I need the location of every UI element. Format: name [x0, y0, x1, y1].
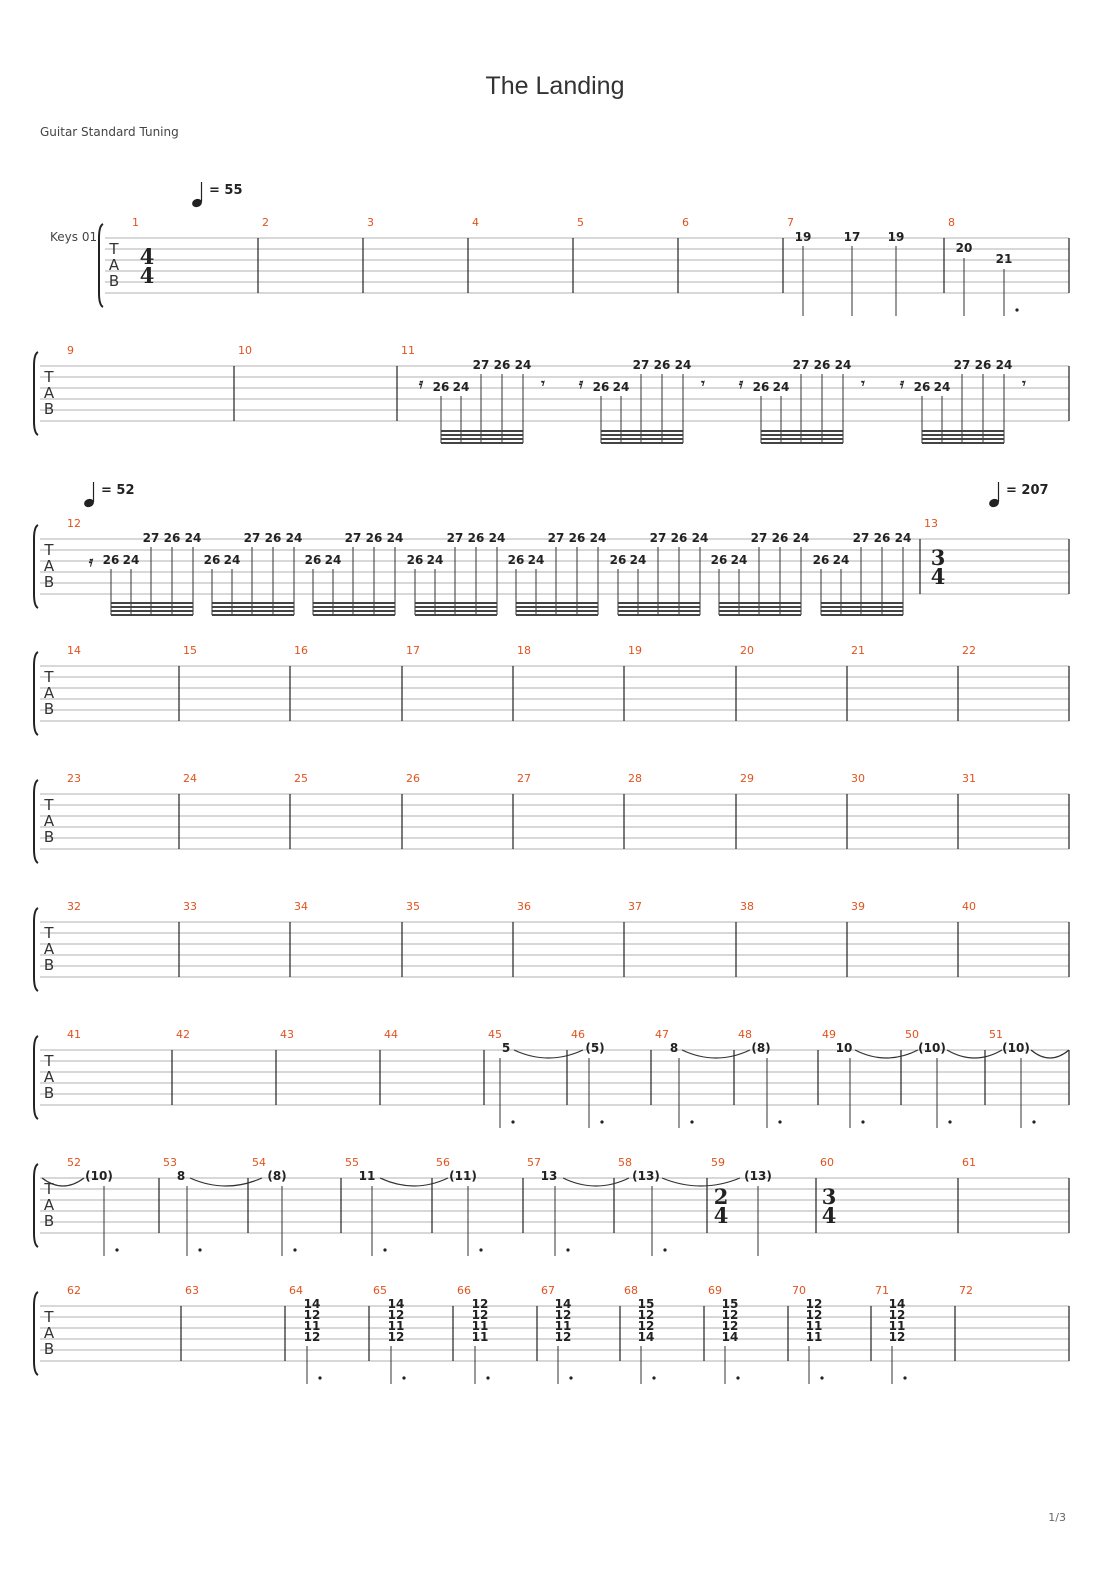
measure-number: 4	[472, 216, 479, 229]
measure-number: 45	[488, 1028, 502, 1041]
fret-number: 24	[452, 380, 470, 394]
fret-number: 26	[812, 553, 830, 567]
chord-fret-number: 15	[637, 1297, 655, 1311]
eighth-rest-icon: 𝄾	[1022, 376, 1026, 392]
dotted-rhythm-dot	[948, 1120, 951, 1123]
fret-number: 27	[472, 358, 490, 372]
fret-number: 27	[446, 531, 464, 545]
chord-fret-number: 12	[554, 1308, 572, 1322]
measure-number: 43	[280, 1028, 294, 1041]
dotted-rhythm-dot	[115, 1248, 118, 1251]
system-bracket	[34, 908, 38, 991]
fret-number: 26	[813, 358, 831, 372]
tab-clef-letter: A	[43, 940, 55, 958]
measure-number: 6	[682, 216, 689, 229]
fret-number: 26	[568, 531, 586, 545]
system-bracket	[34, 652, 38, 735]
chord-fret-number: 11	[554, 1319, 572, 1333]
tab-clef-letter: B	[108, 272, 120, 290]
measure-number: 63	[185, 1284, 199, 1297]
tab-clef-letter: T	[44, 668, 54, 686]
fret-number: 19	[887, 230, 905, 244]
fret-number: (5)	[585, 1041, 605, 1055]
dotted-rhythm-dot	[663, 1248, 666, 1251]
fret-number: 24	[834, 358, 852, 372]
measure-number: 1	[132, 216, 139, 229]
sixty-fourth-rest-icon: 𝄿	[578, 376, 584, 392]
fret-number: 26	[609, 553, 627, 567]
chord-fret-number: 11	[888, 1319, 906, 1333]
page-number: 1/3	[1048, 1511, 1066, 1524]
fret-number: 24	[730, 553, 748, 567]
measure-number: 50	[905, 1028, 919, 1041]
fret-number: 27	[344, 531, 362, 545]
system-bracket	[34, 525, 38, 608]
measure-number: 56	[436, 1156, 450, 1169]
eighth-rest-icon: 𝄾	[861, 376, 865, 392]
measure-number: 40	[962, 900, 976, 913]
measure-number: 53	[163, 1156, 177, 1169]
fret-number: 24	[527, 553, 545, 567]
eighth-rest-icon: 𝄾	[701, 376, 705, 392]
fret-number: 27	[243, 531, 261, 545]
system-bracket	[34, 1036, 38, 1119]
fret-number: 26	[913, 380, 931, 394]
measure-number: 69	[708, 1284, 722, 1297]
measure-number: 5	[577, 216, 584, 229]
measure-number: 35	[406, 900, 420, 913]
measure-number: 34	[294, 900, 308, 913]
chord-fret-number: 12	[471, 1308, 489, 1322]
tie-arc	[682, 1050, 750, 1058]
dotted-rhythm-dot	[600, 1120, 603, 1123]
measure-number: 27	[517, 772, 531, 785]
measure-number: 66	[457, 1284, 471, 1297]
fret-number: 26	[406, 553, 424, 567]
dotted-rhythm-dot	[778, 1120, 781, 1123]
fret-number: 27	[547, 531, 565, 545]
fret-number: 24	[426, 553, 444, 567]
measure-number: 19	[628, 644, 642, 657]
chord-fret-number: 12	[387, 1308, 405, 1322]
fret-number: 24	[832, 553, 850, 567]
time-signature-4-4: 4	[139, 263, 155, 288]
measure-number: 7	[787, 216, 794, 229]
tie-arc	[190, 1178, 262, 1186]
fret-number: 24	[995, 358, 1013, 372]
chord-fret-number: 12	[471, 1297, 489, 1311]
measure-number: 41	[67, 1028, 81, 1041]
fret-number: 26	[467, 531, 485, 545]
eighth-rest-icon: 𝄾	[541, 376, 545, 392]
tab-clef-letter: A	[43, 1324, 55, 1342]
fret-number: (10)	[85, 1169, 113, 1183]
fret-number: 21	[995, 252, 1013, 266]
measure-number: 32	[67, 900, 81, 913]
measure-number: 18	[517, 644, 531, 657]
chord-fret-number: 11	[805, 1319, 823, 1333]
fret-number: 27	[649, 531, 667, 545]
fret-number: 17	[843, 230, 861, 244]
chord-fret-number: 12	[637, 1308, 655, 1322]
chord-fret-number: 11	[471, 1330, 489, 1344]
tab-clef-letter: T	[44, 1052, 54, 1070]
tab-clef-letter: T	[44, 1308, 54, 1326]
measure-number: 15	[183, 644, 197, 657]
measure-number: 71	[875, 1284, 889, 1297]
fret-number: 24	[285, 531, 303, 545]
dotted-rhythm-dot	[690, 1120, 693, 1123]
fret-number: 24	[122, 553, 140, 567]
dotted-rhythm-dot	[903, 1376, 906, 1379]
fret-number: 26	[771, 531, 789, 545]
fret-number: 26	[102, 553, 120, 567]
tab-clef-letter: A	[43, 684, 55, 702]
measure-number: 49	[822, 1028, 836, 1041]
tab-clef-letter: B	[43, 1340, 55, 1358]
tab-clef-letter: A	[43, 812, 55, 830]
tie-arc	[1031, 1050, 1069, 1058]
measure-number: 2	[262, 216, 269, 229]
time-signature-3-4: 3	[930, 545, 946, 570]
fret-number: 24	[691, 531, 709, 545]
measure-number: 13	[924, 517, 938, 530]
measure-number: 31	[962, 772, 976, 785]
chord-fret-number: 14	[721, 1330, 739, 1344]
tab-clef-letter: B	[43, 1084, 55, 1102]
measure-number: 28	[628, 772, 642, 785]
tab-clef-letter: B	[43, 573, 55, 591]
fret-number: 19	[794, 230, 812, 244]
fret-number: 20	[955, 241, 973, 255]
chord-fret-number: 12	[387, 1330, 405, 1344]
fret-number: 24	[772, 380, 790, 394]
chord-fret-number: 11	[805, 1330, 823, 1344]
measure-number: 51	[989, 1028, 1003, 1041]
measure-number: 25	[294, 772, 308, 785]
measure-number: 65	[373, 1284, 387, 1297]
measure-number: 24	[183, 772, 197, 785]
tab-clef-letter: B	[43, 1212, 55, 1230]
tab-clef-letter: B	[43, 700, 55, 718]
tab-clef-letter: A	[43, 384, 55, 402]
measure-number: 21	[851, 644, 865, 657]
fret-number: 24	[184, 531, 202, 545]
measure-number: 20	[740, 644, 754, 657]
fret-number: 24	[792, 531, 810, 545]
measure-number: 61	[962, 1156, 976, 1169]
measure-number: 62	[67, 1284, 81, 1297]
measure-number: 11	[401, 344, 415, 357]
fret-number: 27	[142, 531, 160, 545]
fret-number: 8	[176, 1169, 186, 1183]
measure-number: 23	[67, 772, 81, 785]
chord-fret-number: 11	[387, 1319, 405, 1333]
measure-number: 8	[948, 216, 955, 229]
fret-number: (11)	[449, 1169, 477, 1183]
chord-fret-number: 14	[554, 1297, 572, 1311]
dotted-rhythm-dot	[511, 1120, 514, 1123]
measure-number: 29	[740, 772, 754, 785]
sixty-fourth-rest-icon: 𝄿	[738, 376, 744, 392]
dotted-rhythm-dot	[1032, 1120, 1035, 1123]
measure-number: 47	[655, 1028, 669, 1041]
chord-fret-number: 12	[888, 1330, 906, 1344]
fret-number: 26	[304, 553, 322, 567]
chord-fret-number: 12	[888, 1308, 906, 1322]
measure-number: 16	[294, 644, 308, 657]
sixty-fourth-rest-icon: 𝄿	[88, 554, 94, 570]
tab-clef-letter: T	[44, 368, 54, 386]
measure-number: 70	[792, 1284, 806, 1297]
fret-number: (10)	[1002, 1041, 1030, 1055]
fret-number: 27	[632, 358, 650, 372]
fret-number: 27	[953, 358, 971, 372]
fret-number: 24	[589, 531, 607, 545]
sixty-fourth-rest-icon: 𝄿	[899, 376, 905, 392]
tempo-marking: = 55	[209, 183, 243, 198]
system-bracket	[34, 352, 38, 435]
fret-number: 24	[223, 553, 241, 567]
tab-clef-letter: T	[44, 1180, 54, 1198]
measure-number: 38	[740, 900, 754, 913]
chord-fret-number: 12	[805, 1308, 823, 1322]
fret-number: 26	[752, 380, 770, 394]
tab-clef-letter: B	[43, 956, 55, 974]
measure-number: 9	[67, 344, 74, 357]
fret-number: 26	[264, 531, 282, 545]
measure-number: 57	[527, 1156, 541, 1169]
fret-number: (8)	[751, 1041, 771, 1055]
chord-fret-number: 12	[303, 1330, 321, 1344]
sixty-fourth-rest-icon: 𝄿	[418, 376, 424, 392]
measure-number: 39	[851, 900, 865, 913]
measure-number: 33	[183, 900, 197, 913]
fret-number: 26	[203, 553, 221, 567]
chord-fret-number: 11	[303, 1319, 321, 1333]
tab-clef-letter: T	[44, 541, 54, 559]
chord-fret-number: 14	[888, 1297, 906, 1311]
tempo-marking: = 207	[1006, 483, 1049, 498]
fret-number: 24	[612, 380, 630, 394]
chord-fret-number: 12	[637, 1319, 655, 1333]
fret-number: 5	[501, 1041, 511, 1055]
measure-number: 72	[959, 1284, 973, 1297]
tie-arc	[563, 1178, 629, 1186]
tab-clef-letter: T	[44, 924, 54, 942]
dotted-rhythm-dot	[198, 1248, 201, 1251]
fret-number: (8)	[267, 1169, 287, 1183]
dotted-rhythm-dot	[318, 1376, 321, 1379]
measure-number: 44	[384, 1028, 398, 1041]
chord-fret-number: 12	[721, 1319, 739, 1333]
tab-clef-letter: A	[43, 1068, 55, 1086]
time-signature-3-4: 3	[821, 1184, 837, 1209]
tie-arc	[855, 1050, 918, 1058]
dotted-rhythm-dot	[1015, 308, 1018, 311]
tie-arc	[947, 1050, 1002, 1058]
measure-number: 30	[851, 772, 865, 785]
measure-number: 17	[406, 644, 420, 657]
time-signature-3-4: 4	[821, 1203, 837, 1228]
fret-number: 26	[507, 553, 525, 567]
measure-number: 46	[571, 1028, 585, 1041]
fret-number: 26	[493, 358, 511, 372]
track-name: Keys 01	[50, 230, 98, 244]
fret-number: 24	[324, 553, 342, 567]
fret-number: 24	[629, 553, 647, 567]
tempo-marking: = 52	[101, 483, 135, 498]
tuning-label: Guitar Standard Tuning	[40, 125, 179, 139]
system-bracket	[99, 224, 103, 307]
fret-number: 26	[365, 531, 383, 545]
measure-number: 58	[618, 1156, 632, 1169]
dotted-rhythm-dot	[486, 1376, 489, 1379]
fret-number: 27	[852, 531, 870, 545]
measure-number: 54	[252, 1156, 266, 1169]
fret-number: 24	[674, 358, 692, 372]
measure-number: 22	[962, 644, 976, 657]
chord-fret-number: 14	[637, 1330, 655, 1344]
tab-clef-letter: T	[44, 796, 54, 814]
measure-number: 3	[367, 216, 374, 229]
dotted-rhythm-dot	[293, 1248, 296, 1251]
tab-clef-letter: A	[43, 1196, 55, 1214]
measure-number: 60	[820, 1156, 834, 1169]
measure-number: 14	[67, 644, 81, 657]
system-bracket	[34, 780, 38, 863]
dotted-rhythm-dot	[383, 1248, 386, 1251]
system-bracket	[34, 1292, 38, 1375]
measure-number: 64	[289, 1284, 303, 1297]
tab-clef-letter: B	[43, 828, 55, 846]
dotted-rhythm-dot	[566, 1248, 569, 1251]
measure-number: 59	[711, 1156, 725, 1169]
dotted-rhythm-dot	[479, 1248, 482, 1251]
measure-number: 37	[628, 900, 642, 913]
dotted-rhythm-dot	[402, 1376, 405, 1379]
fret-number: 26	[710, 553, 728, 567]
chord-fret-number: 11	[471, 1319, 489, 1333]
chord-fret-number: 14	[387, 1297, 405, 1311]
tie-arc	[380, 1178, 448, 1186]
tie-arc	[514, 1050, 583, 1058]
tab-clef-letter: B	[43, 400, 55, 418]
measure-number: 48	[738, 1028, 752, 1041]
fret-number: (10)	[918, 1041, 946, 1055]
chord-fret-number: 12	[554, 1330, 572, 1344]
time-signature-3-4: 4	[930, 564, 946, 589]
measure-number: 42	[176, 1028, 190, 1041]
tab-clef-letter: A	[43, 557, 55, 575]
dotted-rhythm-dot	[652, 1376, 655, 1379]
measure-number: 52	[67, 1156, 81, 1169]
chord-fret-number: 14	[303, 1297, 321, 1311]
fret-number: 24	[488, 531, 506, 545]
fret-number: 13	[540, 1169, 558, 1183]
fret-number: (13)	[744, 1169, 772, 1183]
fret-number: 26	[653, 358, 671, 372]
fret-number: (13)	[632, 1169, 660, 1183]
chord-fret-number: 15	[721, 1297, 739, 1311]
tab-clef-letter: A	[108, 256, 120, 274]
fret-number: 24	[894, 531, 912, 545]
tab-clef-letter: T	[109, 240, 119, 258]
fret-number: 26	[873, 531, 891, 545]
fret-number: 10	[835, 1041, 853, 1055]
measure-number: 10	[238, 344, 252, 357]
fret-number: 26	[592, 380, 610, 394]
fret-number: 8	[669, 1041, 679, 1055]
fret-number: 26	[163, 531, 181, 545]
dotted-rhythm-dot	[820, 1376, 823, 1379]
measure-number: 67	[541, 1284, 555, 1297]
chord-fret-number: 12	[721, 1308, 739, 1322]
time-signature-2-4: 4	[713, 1203, 729, 1228]
chord-fret-number: 12	[303, 1308, 321, 1322]
measure-number: 12	[67, 517, 81, 530]
fret-number: 26	[432, 380, 450, 394]
system-bracket	[34, 1164, 38, 1247]
measure-number: 36	[517, 900, 531, 913]
measure-number: 68	[624, 1284, 638, 1297]
measure-number: 55	[345, 1156, 359, 1169]
measure-number: 26	[406, 772, 420, 785]
song-title: The Landing	[485, 72, 625, 100]
fret-number: 26	[974, 358, 992, 372]
fret-number: 27	[792, 358, 810, 372]
fret-number: 24	[514, 358, 532, 372]
fret-number: 24	[933, 380, 951, 394]
dotted-rhythm-dot	[569, 1376, 572, 1379]
dotted-rhythm-dot	[861, 1120, 864, 1123]
time-signature-2-4: 2	[713, 1184, 729, 1209]
fret-number: 24	[386, 531, 404, 545]
time-signature-4-4: 4	[139, 244, 155, 269]
fret-number: 11	[358, 1169, 376, 1183]
fret-number: 26	[670, 531, 688, 545]
fret-number: 27	[750, 531, 768, 545]
dotted-rhythm-dot	[736, 1376, 739, 1379]
chord-fret-number: 12	[805, 1297, 823, 1311]
